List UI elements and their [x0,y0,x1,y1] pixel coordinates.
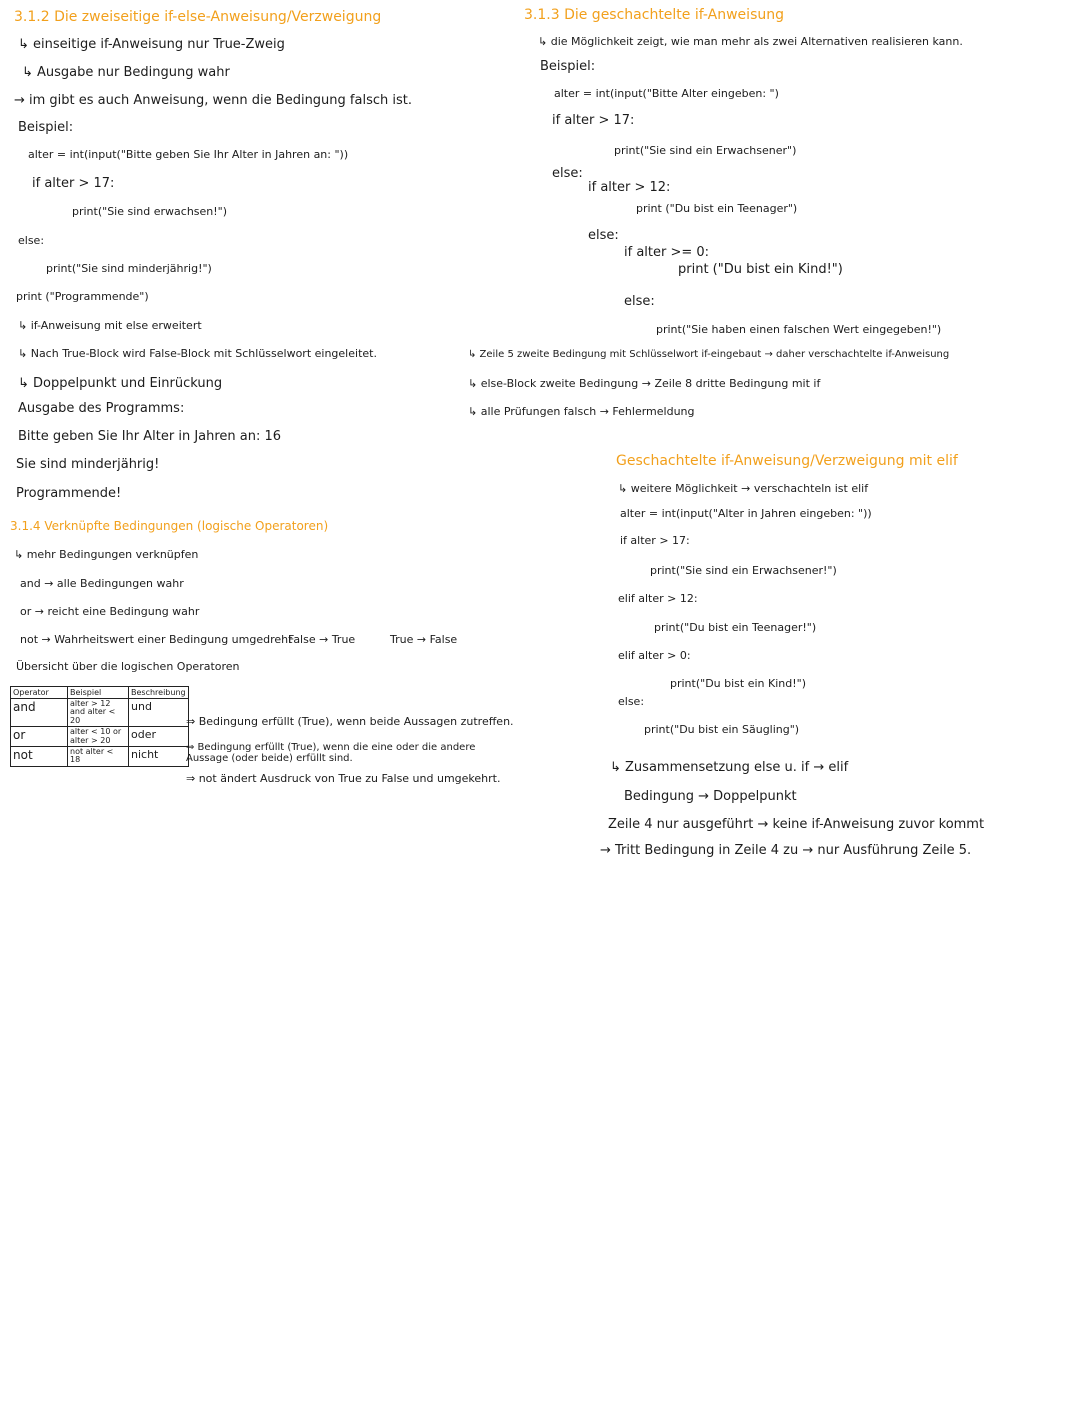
note-line: ↳ if-Anweisung mit else erweitert [18,319,202,332]
code-line: print("Sie haben einen falschen Wert eingegeben!") [656,323,942,336]
heading-3-1-4: 3.1.4 Verknüpfte Bedingungen (logische Operatoren) [10,519,329,533]
table-cell-operator: or [11,727,68,747]
output-line: Bitte geben Sie Ihr Alter in Jahren an: 16 [18,429,282,444]
note-line: Bedingung → Doppelpunkt [624,789,797,804]
code-line: alter = int(input("Bitte geben Sie Ihr Alter in Jahren an: ")) [28,148,349,161]
note-line: ↳ weitere Möglichkeit → verschachteln ist elif [618,482,869,495]
overview-label: Übersicht über die logischen Operatoren [16,660,240,673]
code-line: alter = int(input("Alter in Jahren eingeben: ")) [620,507,872,520]
heading-elif: Geschachtelte if-Anweisung/Verzweigung mit elif [616,453,958,469]
table-cell-example: alter < 10 or alter > 20 [68,727,129,747]
code-line: else: [18,234,45,247]
code-line: print("Sie sind erwachsen!") [72,205,228,218]
note-line: ↳ else-Block zweite Bedingung → Zeile 8 dritte Bedingung mit if [468,377,821,390]
table-note: ⇒ not ändert Ausdruck von True zu False und umgekehrt. [186,772,501,785]
output-line: Programmende! [16,486,122,501]
table-cell-description: und [129,699,189,727]
table-header: Beschreibung [129,687,189,699]
code-line: elif alter > 12: [618,592,698,605]
code-line: else: [552,166,583,181]
note-line: ↳ einseitige if-Anweisung nur True-Zweig [18,37,285,52]
note-line: ↳ Zusammensetzung else u. if → elif [610,760,849,775]
code-line: print("Sie sind ein Erwachsener") [614,144,797,157]
note-line: ↳ die Möglichkeit zeigt, wie man mehr als zwei Alternativen realisieren kann. [538,35,963,48]
table-header: Beispiel [68,687,129,699]
heading-3-1-3: 3.1.3 Die geschachtelte if-Anweisung [524,7,784,23]
table-cell-example: not alter < 18 [68,746,129,766]
code-line: print("Du bist ein Kind!") [670,677,806,690]
table-row [11,746,189,766]
heading-3-1-2: 3.1.2 Die zweiseitige if-else-Anweisung/Verzweigung [14,9,382,25]
table-cell-operator: and [11,699,68,727]
note-line: ↳ mehr Bedingungen verknüpfen [14,548,199,561]
output-line: Sie sind minderjährig! [16,457,160,472]
table-cell-operator: not [11,746,68,766]
operator-and-line: and → alle Bedingungen wahr [20,577,184,590]
code-line: else: [624,294,655,309]
code-line: if alter > 17: [620,534,690,547]
operator-or-line: or → reicht eine Bedingung wahr [20,605,200,618]
table-note: ⇒ Bedingung erfüllt (True), wenn die eine oder die andere Aussage (oder beide) erfüllt sind. [186,742,476,764]
code-line: print ("Programmende") [16,290,149,303]
table-cell-example: alter > 12 and alter < 20 [68,699,129,727]
note-line: → Tritt Bedingung in Zeile 4 zu → nur Ausführung Zeile 5. [600,843,972,858]
code-line: print("Du bist ein Teenager!") [654,621,817,634]
note-line: ↳ Zeile 5 zweite Bedingung mit Schlüsselwort if-eingebaut → daher verschachtelte if-Anweisung [468,349,950,360]
note-line: Zeile 4 nur ausgeführt → keine if-Anweisung zuvor kommt [608,817,985,832]
code-line: else: [588,228,619,243]
table-cell-description: oder [129,727,189,747]
not-example: False → True [288,633,356,646]
table-header-row [11,687,189,699]
code-line: print("Sie sind minderjährig!") [46,262,212,275]
label-beispiel: Beispiel: [18,120,74,135]
table-cell-description: nicht [129,746,189,766]
note-line: ↳ alle Prüfungen falsch → Fehlermeldung [468,405,695,418]
code-line: print("Sie sind ein Erwachsener!") [650,564,837,577]
code-line: if alter > 17: [32,176,115,191]
note-line: ↳ Nach True-Block wird False-Block mit Schlüsselwort eingeleitet. [18,347,377,360]
code-line: print ("Du bist ein Kind!") [678,262,843,277]
code-line: print("Du bist ein Säugling") [644,723,800,736]
table-row [11,727,189,747]
note-line: → im gibt es auch Anweisung, wenn die Bedingung falsch ist. [14,93,412,108]
code-line: elif alter > 0: [618,649,691,662]
operator-not-line: not → Wahrheitswert einer Bedingung umgedreht [20,633,293,646]
code-line: if alter > 17: [552,113,635,128]
label-ausgabe: Ausgabe des Programms: [18,401,185,416]
note-line: ↳ Doppelpunkt und Einrückung [18,376,223,391]
label-beispiel: Beispiel: [540,59,596,74]
table-header: Operator [11,687,68,699]
table-row [11,699,189,727]
code-line: alter = int(input("Bitte Alter eingeben: ") [554,87,779,100]
note-line: ↳ Ausgabe nur Bedingung wahr [22,65,230,80]
code-line: print ("Du bist ein Teenager") [636,202,798,215]
code-line: if alter >= 0: [624,245,710,260]
not-example: True → False [390,633,458,646]
code-line: else: [618,695,645,708]
operator-table [10,686,189,767]
table-note: ⇒ Bedingung erfüllt (True), wenn beide Aussagen zutreffen. [186,715,514,728]
code-line: if alter > 12: [588,180,671,195]
